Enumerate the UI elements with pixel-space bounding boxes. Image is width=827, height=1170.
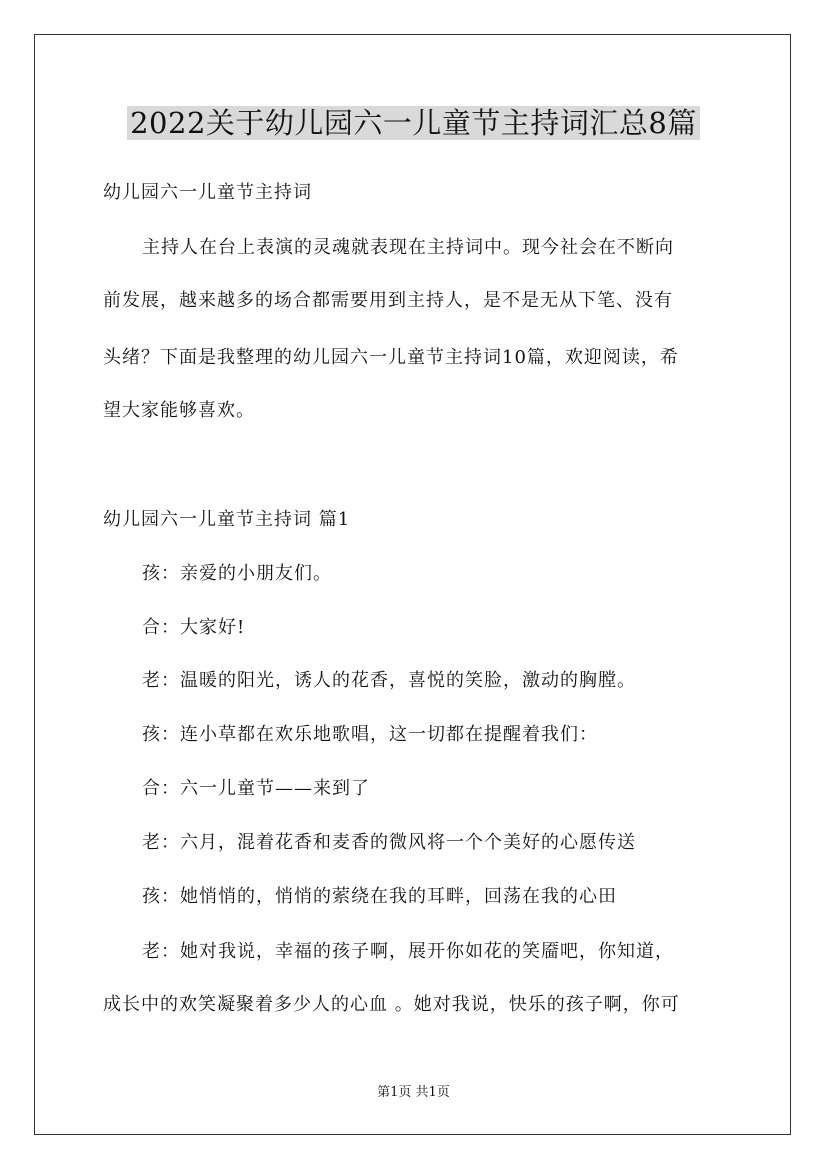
dialogue-line-8: 老：她对我说，幸福的孩子啊，展开你如花的笑靥吧，你知道， [142, 941, 674, 962]
document-title: 2022关于幼儿园六一儿童节主持词汇总8篇 [127, 106, 700, 140]
subtitle: 幼儿园六一儿童节主持词 [103, 182, 312, 203]
section-heading: 幼儿园六一儿童节主持词 篇1 [103, 509, 351, 530]
dialogue-line-6: 老：六月，混着花香和麦香的微风将一个个美好的心愿传送 [142, 832, 636, 853]
dialogue-line-1: 孩：亲爱的小朋友们。 [142, 563, 332, 584]
dialogue-line-3: 老：温暖的阳光，诱人的花香，喜悦的笑脸，激动的胸膛。 [142, 670, 636, 691]
intro-line-4: 望大家能够喜欢。 [103, 400, 255, 421]
dialogue-line-2: 合：大家好! [142, 617, 246, 638]
dialogue-line-9: 成长中的欢笑凝聚着多少人的心血 。她对我说，快乐的孩子啊，你可 [103, 994, 680, 1015]
intro-line-2: 前发展，越来越多的场合都需要用到主持人，是不是无从下笔、没有 [103, 290, 673, 311]
dialogue-line-4: 孩：连小草都在欢乐地歌唱，这一切都在提醒着我们： [142, 724, 598, 745]
intro-line-3: 头绪？下面是我整理的幼儿园六一儿童节主持词10篇，欢迎阅读，希 [103, 347, 679, 368]
intro-line-1: 主持人在台上表演的灵魂就表现在主持词中。现今社会在不断向 [142, 237, 674, 258]
document-title-wrap [0, 104, 827, 142]
page-footer: 第1页 共1页 [377, 1085, 450, 1100]
dialogue-line-5: 合：六一儿童节——来到了 [142, 778, 370, 799]
dialogue-line-7: 孩：她悄悄的，悄悄的萦绕在我的耳畔，回荡在我的心田 [142, 886, 617, 907]
